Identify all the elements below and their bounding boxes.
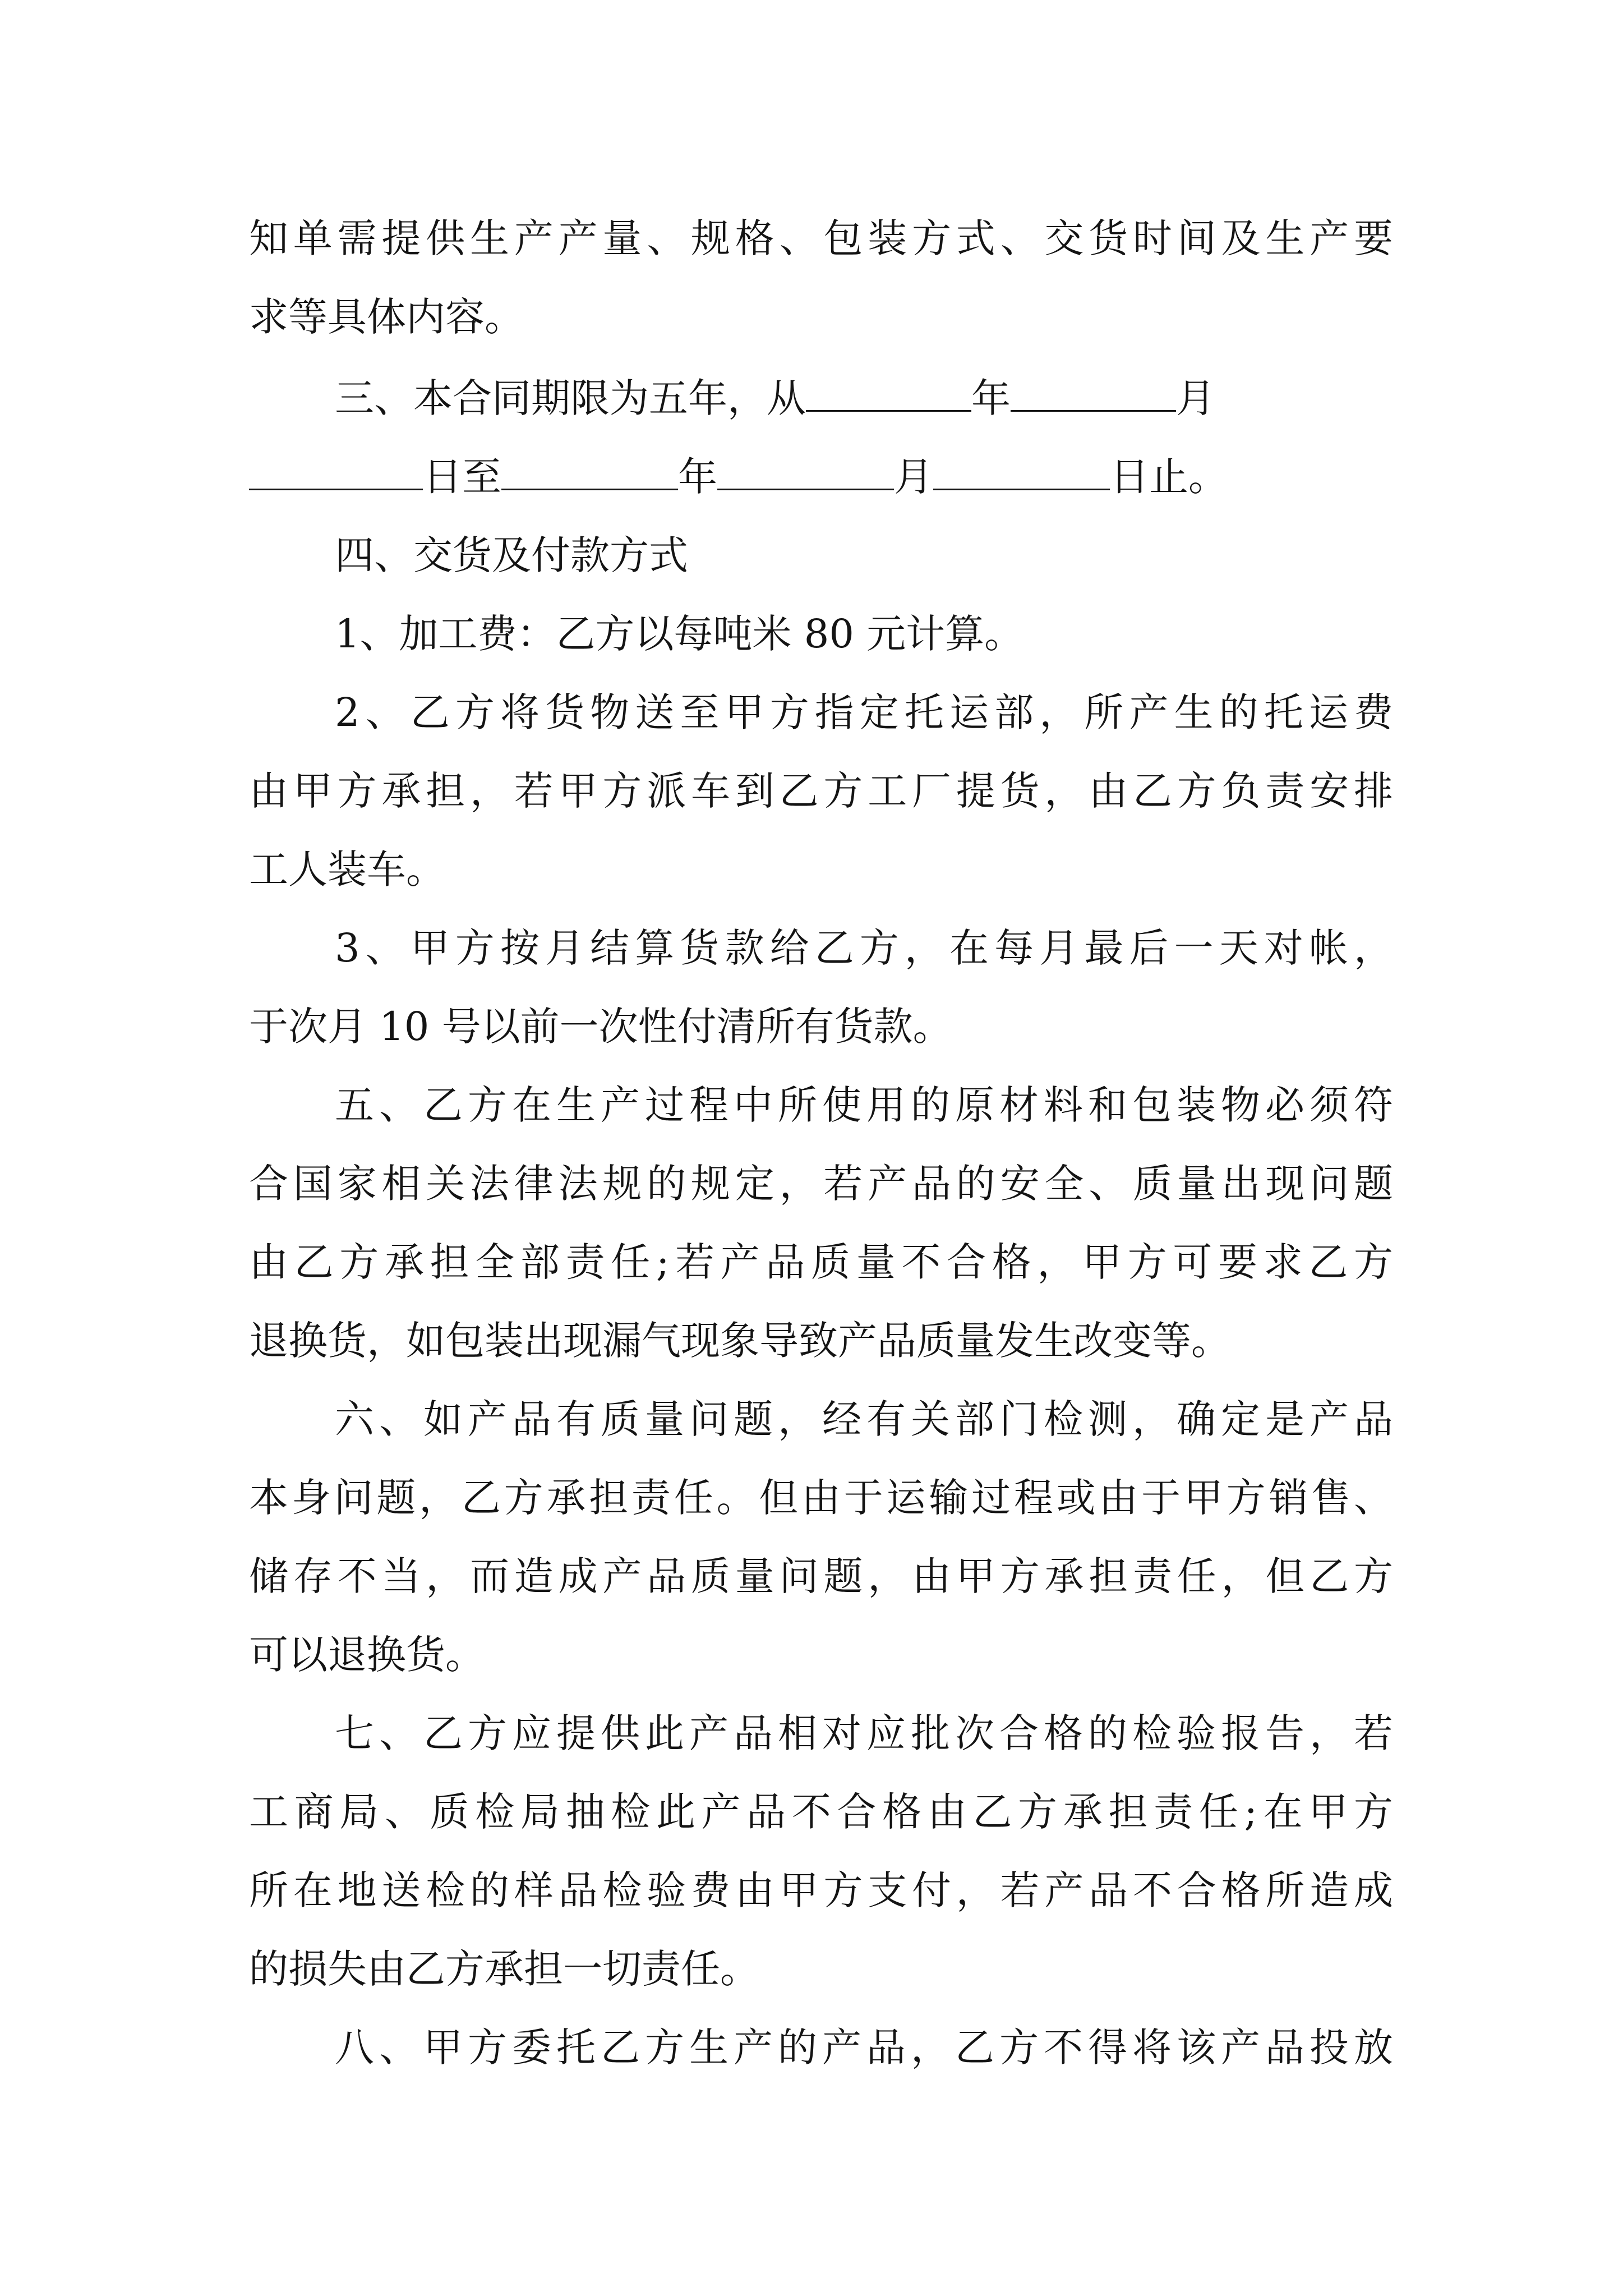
text-line: 所在地送检的样品检验费由甲方支付，若产品不合格所造成: [249, 1867, 1393, 1913]
end-day-blank[interactable]: [933, 449, 1110, 490]
month-label: 月: [894, 454, 933, 500]
text-line: 七、乙方应提供此产品相对应批次合格的检验报告，若: [335, 1710, 1393, 1756]
text-line: 于次月 10 号以前一次性付清所有货款。: [249, 1004, 952, 1050]
text-line: 本身问题，乙方承担责任。但由于运输过程或由于甲方销售、: [249, 1475, 1393, 1521]
year-label: 年: [971, 375, 1011, 421]
term-clause-line-1: [335, 359, 1393, 438]
text-line: 储存不当，而造成产品质量问题，由甲方承担责任，但乙方: [249, 1553, 1393, 1599]
end-month-blank[interactable]: [717, 449, 894, 490]
day-end-label: 日止。: [1110, 454, 1228, 500]
text-line: 可以退换货。: [249, 1632, 485, 1678]
text-line: 六、如产品有质量问题，经有关部门检测，确定是产品: [335, 1396, 1393, 1442]
text-line: 工人装车。: [249, 846, 445, 892]
term-clause-line-2: [249, 438, 1393, 516]
text-line: 求等具体内容。: [249, 294, 524, 340]
text-line: 由甲方承担，若甲方派车到乙方工厂提货，由乙方负责安排: [249, 768, 1393, 814]
text-line: 知单需提供生产产量、规格、包装方式、交货时间及生产要: [249, 215, 1393, 261]
start-year-blank[interactable]: [806, 371, 971, 412]
text-line: 五、乙方在生产过程中所使用的原材料和包装物必须符: [335, 1082, 1393, 1128]
day-to-label: 日至: [423, 454, 501, 500]
year-label: 年: [678, 454, 717, 500]
term-clause-prefix: 三、本合同期限为五年，从: [335, 375, 806, 421]
text-line: 工商局、质检局抽检此产品不合格由乙方承担责任;在甲方: [249, 1789, 1393, 1835]
text-line: 合国家相关法律法规的规定，若产品的安全、质量出现问题: [249, 1161, 1393, 1207]
start-day-blank[interactable]: [249, 449, 423, 490]
text-line: 由乙方承担全部责任;若产品质量不合格，甲方可要求乙方: [249, 1239, 1393, 1285]
text-line: 3、甲方按月结算货款给乙方，在每月最后一天对帐，: [335, 925, 1393, 971]
text-line: 退换货，如包装出现漏气现象导致产品质量发生改变等。: [249, 1318, 1230, 1364]
month-label: 月: [1176, 375, 1215, 421]
text-line: 的损失由乙方承担一切责任。: [249, 1946, 759, 1992]
start-month-blank[interactable]: [1011, 371, 1176, 412]
section-heading: 四、交货及付款方式: [335, 532, 688, 578]
text-line: 八、甲方委托乙方生产的产品，乙方不得将该产品投放: [335, 2024, 1393, 2070]
text-line: 1、加工费：乙方以每吨米 80 元计算。: [335, 611, 1024, 657]
end-year-blank[interactable]: [501, 449, 678, 490]
text-line: 2、乙方将货物送至甲方指定托运部，所产生的托运费: [335, 689, 1393, 735]
